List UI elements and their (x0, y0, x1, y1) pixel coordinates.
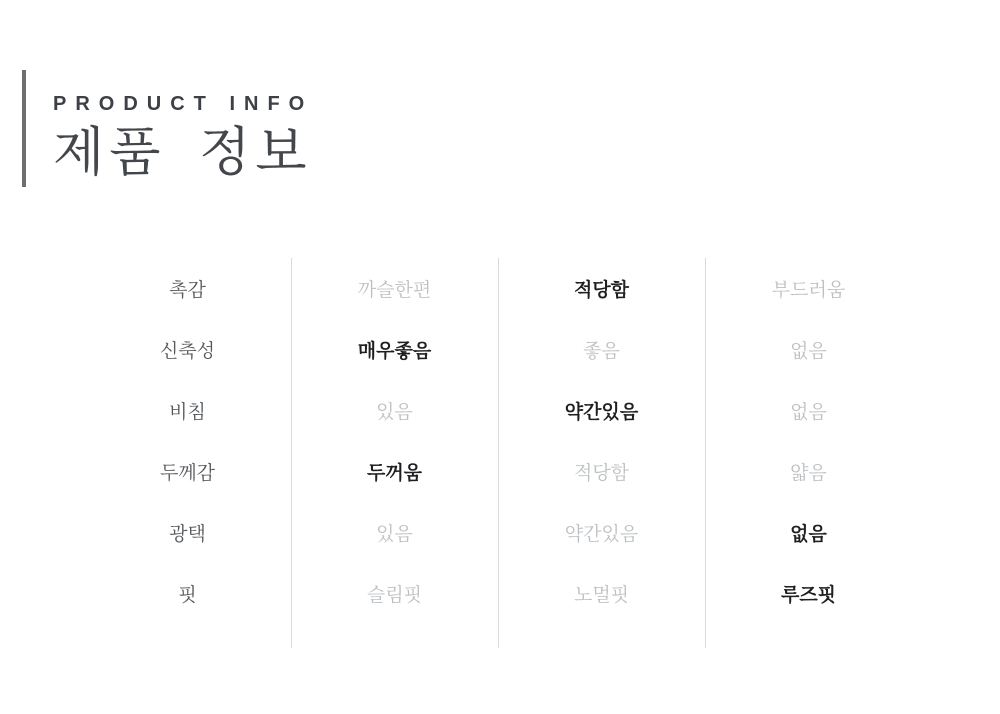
row-label: 촉감 (169, 280, 206, 301)
page-title: 제품 정보 (53, 123, 312, 182)
option-value: 있음 (376, 524, 413, 545)
column-divider (705, 258, 706, 648)
option-value: 없음 (790, 341, 827, 362)
option-value: 좋음 (583, 341, 620, 362)
column-divider (498, 258, 499, 648)
header-text (53, 70, 314, 182)
row-label: 신축성 (159, 341, 216, 362)
section-eyebrow: PRODUCT INFO (53, 93, 314, 115)
row-label: 광택 (169, 524, 206, 545)
column-divider (291, 258, 292, 648)
row-label: 비침 (169, 402, 206, 423)
accent-bar (22, 70, 26, 187)
option-value: 부드러움 (771, 280, 846, 301)
option-value: 적당함 (573, 280, 630, 301)
option-value: 루즈핏 (780, 585, 837, 606)
option-value: 있음 (376, 402, 413, 423)
option-value: 두꺼움 (366, 463, 423, 484)
option-value: 없음 (790, 524, 827, 545)
option-value: 까슬한편 (357, 280, 432, 301)
option-value: 슬림핏 (366, 585, 423, 606)
option-value: 없음 (790, 402, 827, 423)
option-value: 적당함 (573, 463, 630, 484)
row-label: 핏 (178, 585, 197, 606)
option-value: 매우좋음 (357, 341, 432, 362)
row-label: 두께감 (159, 463, 216, 484)
option-value: 얇음 (790, 463, 827, 484)
option-value: 약간있음 (564, 402, 639, 423)
option-value: 노멀핏 (573, 585, 630, 606)
option-value: 약간있음 (564, 524, 639, 545)
section-header (22, 70, 313, 187)
product-info-table (84, 258, 912, 648)
